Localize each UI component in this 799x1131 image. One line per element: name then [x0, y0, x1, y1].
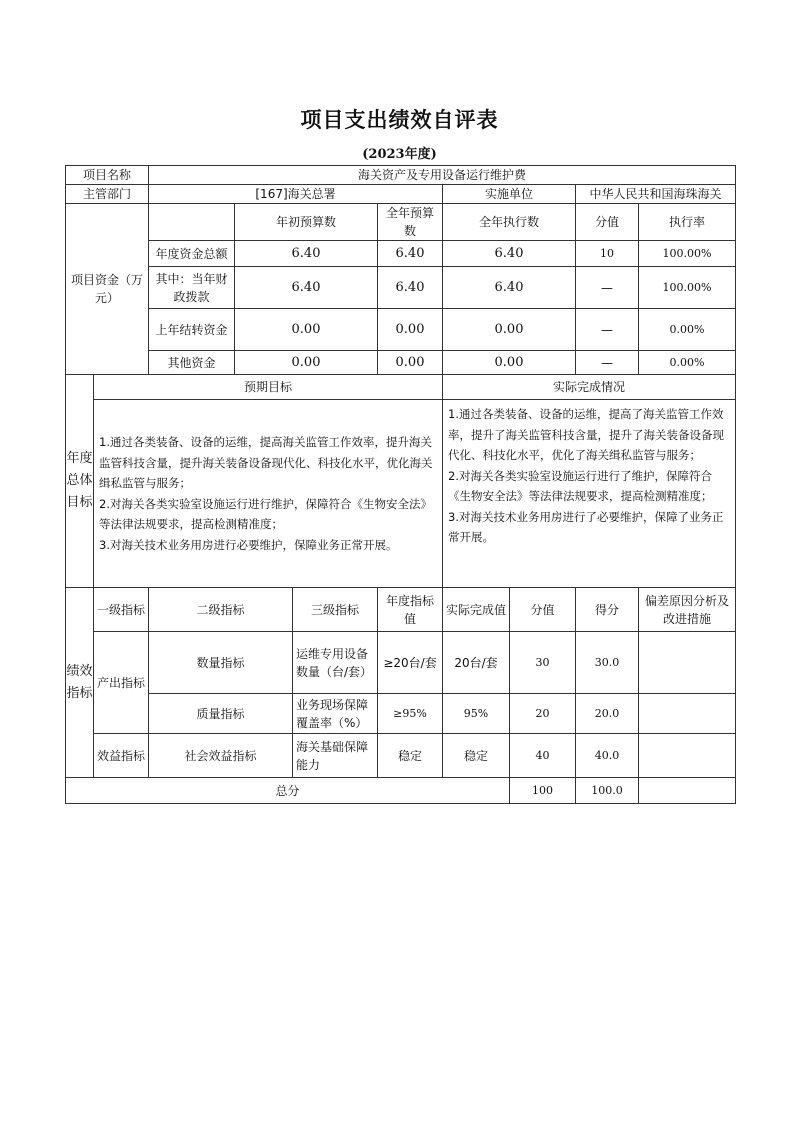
perf-actual: 95% [443, 694, 510, 734]
expected-goal-header: 预期目标 [94, 375, 443, 400]
funds-header-blank [149, 204, 235, 241]
funds-row-name: 年度资金总额 [149, 241, 235, 267]
total-score-value: 100 [510, 778, 576, 804]
funds-initial: 6.40 [235, 241, 378, 267]
goals-label: 年度总体目标 [66, 375, 94, 588]
funds-header: 执行率 [639, 204, 736, 241]
funds-annual: 0.00 [378, 309, 443, 351]
funds-rate: 0.00% [639, 351, 736, 375]
perf-level3: 运维专用设备数量（台/套） [293, 632, 378, 694]
funds-header: 全年预算数 [378, 204, 443, 241]
perf-reason [639, 734, 736, 778]
funds-header: 年初预算数 [235, 204, 378, 241]
funds-header: 分值 [576, 204, 639, 241]
perf-level2: 数量指标 [149, 632, 293, 694]
total-label: 总分 [66, 778, 510, 804]
perf-header: 三级指标 [293, 588, 378, 632]
perf-actual: 20台/套 [443, 632, 510, 694]
perf-level2: 社会效益指标 [149, 734, 293, 778]
perf-score: 30.0 [576, 632, 639, 694]
funds-executed: 6.40 [443, 267, 576, 309]
actual-goal-text [443, 400, 736, 588]
total-reason [639, 778, 736, 804]
funds-executed: 6.40 [443, 241, 576, 267]
funds-initial: 0.00 [235, 351, 378, 375]
perf-score-value: 30 [510, 632, 576, 694]
perf-level3: 业务现场保障覆盖率（%） [293, 694, 378, 734]
funds-executed: 0.00 [443, 309, 576, 351]
expected-goal-item: 1.通过各类装备、设备的运维，提高海关监管工作效率，提升海关监管科技含量，提升海关装备设备现代化、科技化水平，优化海关缉私监管与服务； [99, 435, 433, 490]
funds-label: 项目资金（万元） [66, 204, 149, 375]
unit-value: 中华人民共和国海珠海关 [576, 185, 736, 204]
funds-row-name: 其他资金 [149, 351, 235, 375]
perf-header: 得分 [576, 588, 639, 632]
funds-score-value: — [576, 309, 639, 351]
actual-goal-item: 3.对海关技术业务用房进行了必要维护，保障了业务正常开展。 [448, 509, 724, 544]
funds-header: 全年执行数 [443, 204, 576, 241]
perf-header: 分值 [510, 588, 576, 632]
perf-header: 偏差原因分析及改进措施 [639, 588, 736, 632]
funds-score-value: — [576, 351, 639, 375]
dept-label: 主管部门 [66, 185, 149, 204]
project-name: 海关资产及专用设备运行维护费 [149, 166, 736, 185]
perf-score: 20.0 [576, 694, 639, 734]
perf-header: 一级指标 [94, 588, 149, 632]
funds-annual: 6.40 [378, 241, 443, 267]
perf-header: 年度指标值 [378, 588, 443, 632]
funds-row-name: 其中：当年财政拨款 [149, 267, 235, 309]
funds-initial: 6.40 [235, 267, 378, 309]
dept-value: [167]海关总署 [149, 185, 443, 204]
perf-score-value: 40 [510, 734, 576, 778]
perf-reason [639, 694, 736, 734]
funds-row-name: 上年结转资金 [149, 309, 235, 351]
unit-label: 实施单位 [443, 185, 576, 204]
funds-score-value: 10 [576, 241, 639, 267]
perf-target: ≥20台/套 [378, 632, 443, 694]
perf-level3: 海关基础保障能力 [293, 734, 378, 778]
funds-annual: 6.40 [378, 267, 443, 309]
perf-label: 绩效指标 [66, 588, 94, 778]
output-indicator-label: 产出指标 [94, 632, 149, 734]
benefit-indicator-label: 效益指标 [94, 734, 149, 778]
total-score: 100.0 [576, 778, 639, 804]
perf-target: ≥95% [378, 694, 443, 734]
year-subtitle: (2023年度) [362, 147, 437, 162]
funds-annual: 0.00 [378, 351, 443, 375]
perf-actual: 稳定 [443, 734, 510, 778]
page-title: 项目支出绩效自评表 [300, 108, 499, 132]
funds-rate: 100.00% [639, 267, 736, 309]
perf-target: 稳定 [378, 734, 443, 778]
expected-goal-item: 2.对海关各类实验室设施运行进行维护，保障符合《生物安全法》等法律法规要求，提高检测精准度； [99, 496, 432, 531]
perf-level2: 质量指标 [149, 694, 293, 734]
funds-score-value: — [576, 267, 639, 309]
actual-goal-item: 1.通过各类装备、设备的运维，提高了海关监管工作效率，提升了海关监管科技含量，提升了海关装备设备现代化、科技化水平，优化了海关缉私监管与服务； [448, 407, 725, 462]
perf-reason [639, 632, 736, 694]
project-name-label: 项目名称 [66, 166, 149, 185]
funds-rate: 0.00% [639, 309, 736, 351]
perf-header: 实际完成值 [443, 588, 510, 632]
expected-goal-item: 3.对海关技术业务用房进行必要维护，保障业务正常开展。 [99, 537, 398, 552]
funds-initial: 0.00 [235, 309, 378, 351]
actual-goal-header: 实际完成情况 [443, 375, 736, 400]
perf-score: 40.0 [576, 734, 639, 778]
perf-header: 二级指标 [149, 588, 293, 632]
funds-rate: 100.00% [639, 241, 736, 267]
perf-score-value: 20 [510, 694, 576, 734]
funds-executed: 0.00 [443, 351, 576, 375]
self-evaluation-table [65, 165, 736, 804]
expected-goal-text [94, 400, 443, 588]
actual-goal-item: 2.对海关各类实验室设施运行进行了维护，保障符合《生物安全法》等法律法规要求，提高检测精准度； [448, 468, 713, 503]
